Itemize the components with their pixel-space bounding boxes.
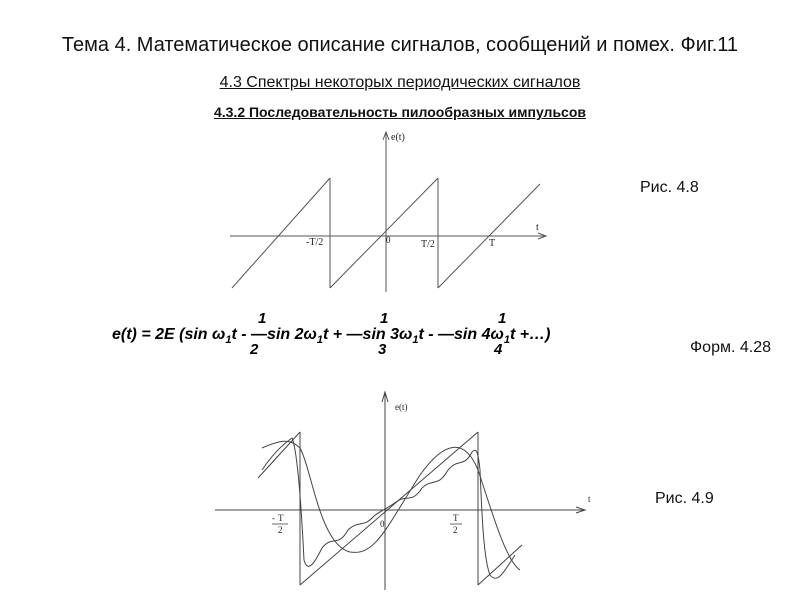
- fig2-tick-zero: 0: [380, 519, 385, 529]
- frac-num-1: 1: [258, 310, 267, 327]
- fig1-ylabel: e(t): [391, 132, 405, 143]
- fig2-tick-right-num: T: [453, 513, 459, 523]
- fig2-tick-left-den: 2: [278, 525, 283, 535]
- formula-sub-3: 1: [412, 334, 419, 346]
- fig1-tick-half: T/2: [421, 239, 435, 250]
- frac-den-2: 3: [378, 341, 387, 358]
- figure2-caption: Рис. 4.9: [655, 490, 714, 507]
- fig1-tick-T: T: [489, 238, 496, 249]
- frac-den-3: 4: [494, 341, 503, 358]
- fig1-tick-zero: 0: [386, 235, 391, 245]
- fig2-xlabel: t: [588, 494, 591, 504]
- formula-sub-4: 1: [503, 334, 510, 346]
- fig2-tick-left-num: T: [278, 513, 284, 523]
- formula-part-2: t - —sin 2ω: [231, 326, 317, 343]
- fig1-tick-neg-half: -T/2: [306, 237, 324, 248]
- fig2-ideal-ramp-1: [258, 432, 300, 478]
- formula-part-3: t + —sin 3ω: [322, 326, 413, 343]
- frac-den-1: 2: [250, 341, 259, 358]
- fig2-ylabel: e(t): [395, 402, 408, 412]
- fig2-ideal-ramp-2: [300, 432, 478, 585]
- figure1-caption: Рис. 4.8: [640, 179, 699, 196]
- formula-part-5: t +…): [509, 326, 551, 343]
- fig2-tick-right-den: 2: [453, 525, 458, 535]
- subsection-title: 4.3.2 Последовательность пилообразных импульсов: [213, 104, 587, 120]
- formula-label: Форм. 4.28: [690, 339, 771, 356]
- formula-part-4: t - —sin 4ω: [418, 326, 504, 343]
- fig1-xlabel: t: [536, 222, 539, 233]
- section-subtitle: 4.3 Спектры некоторых периодических сигналов: [219, 74, 581, 91]
- page-title: Тема 4. Математическое описание сигналов, сообщений и помех. Фиг.11: [61, 34, 739, 56]
- fig2-tick-left-sign: -: [272, 513, 275, 523]
- formula-sub-2: 1: [316, 334, 323, 346]
- frac-num-2: 1: [380, 310, 389, 327]
- formula-part-1: e(t) = 2E (sin ω: [112, 326, 226, 343]
- formula-sub-1: 1: [225, 334, 232, 346]
- frac-num-3: 1: [498, 310, 507, 327]
